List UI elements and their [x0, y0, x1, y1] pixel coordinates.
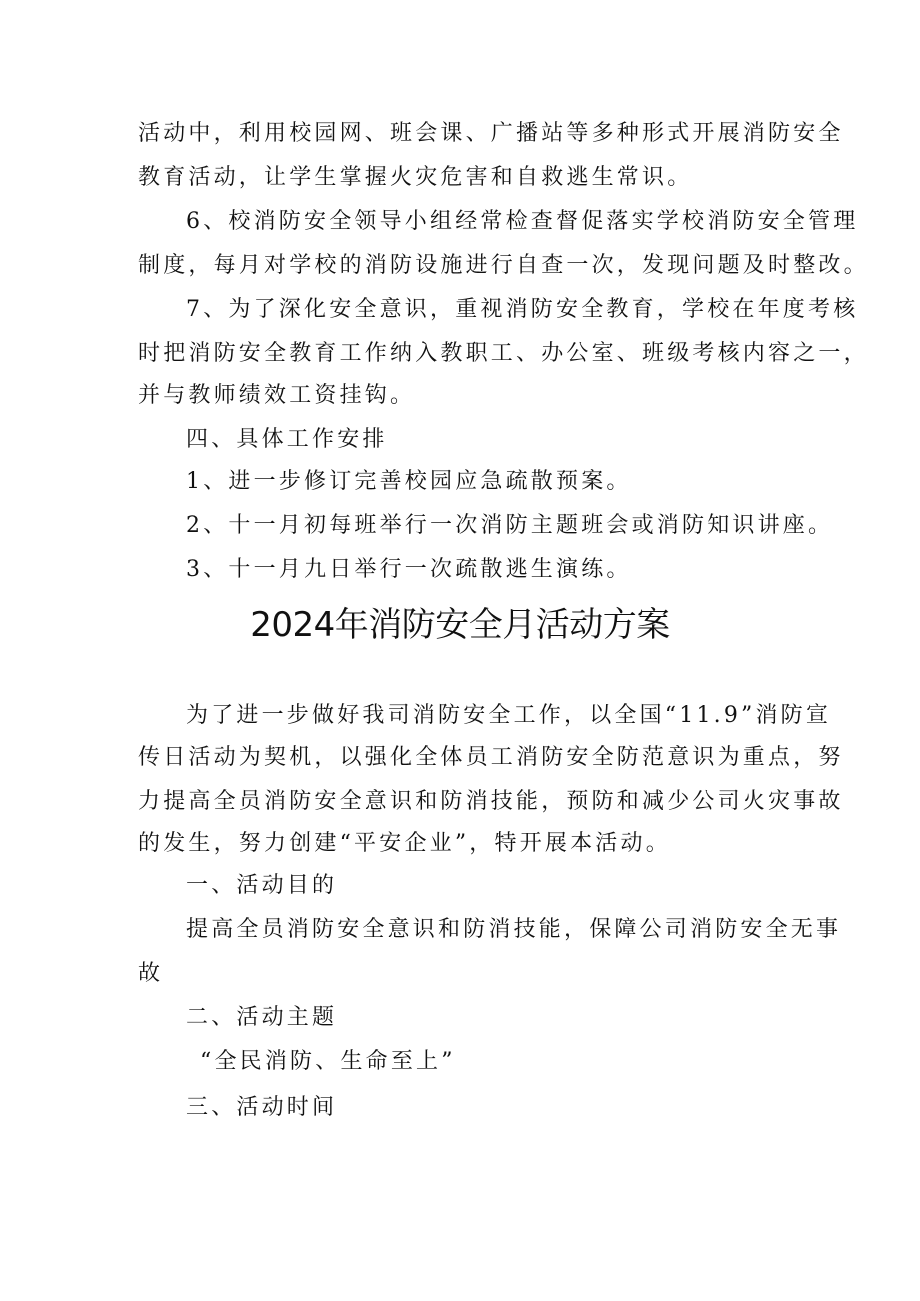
task-item-3: 3、十一月九日举行一次疏散逃生演练。: [186, 557, 632, 582]
purpose-paragraph-line: 提高全员消防安全意识和防消技能，保障公司消防安全无事: [186, 917, 842, 942]
theme-text: “全民消防、生命至上”: [200, 1049, 456, 1074]
intro-paragraph-line: 力提高全员消防安全意识和防消技能，预防和减少公司火灾事故: [138, 789, 844, 814]
list-item-7: 7、为了深化安全意识，重视消防安全教育，学校在年度考核: [186, 297, 859, 322]
purpose-paragraph-line: 故: [138, 961, 164, 986]
section-heading-2: 二、活动主题: [186, 1005, 338, 1030]
task-item-2: 2、十一月初每班举行一次消防主题班会或消防知识讲座。: [186, 513, 834, 538]
intro-paragraph-line: 的发生，努力创建“平安企业”，特开展本活动。: [138, 831, 671, 856]
document-title: 2024年消防安全月活动方案: [250, 605, 670, 645]
paragraph-continuation-line: 教育活动，让学生掌握火灾危害和自救逃生常识。: [138, 165, 693, 190]
section-heading-1: 一、活动目的: [186, 873, 338, 898]
paragraph-continuation-line: 活动中，利用校园网、班会课、广播站等多种形式开展消防安全: [138, 121, 844, 146]
list-item-6: 6、校消防安全领导小组经常检查督促落实学校消防安全管理: [186, 209, 859, 234]
list-item-6-cont: 制度，每月对学校的消防设施进行自查一次，发现问题及时整改。: [138, 253, 869, 278]
list-item-7-cont: 并与教师绩效工资挂钩。: [138, 383, 416, 408]
intro-paragraph-line: 传日活动为契机，以强化全体员工消防安全防范意识为重点，努: [138, 745, 844, 770]
section-heading-3: 三、活动时间: [186, 1095, 338, 1120]
task-item-1: 1、进一步修订完善校园应急疏散预案。: [186, 469, 632, 494]
section-heading-4: 四、具体工作安排: [186, 427, 388, 452]
intro-paragraph-line: 为了进一步做好我司消防安全工作，以全国“11.9”消防宣: [186, 703, 832, 728]
list-item-7-cont: 时把消防安全教育工作纳入教职工、办公室、班级考核内容之一，: [138, 341, 869, 366]
